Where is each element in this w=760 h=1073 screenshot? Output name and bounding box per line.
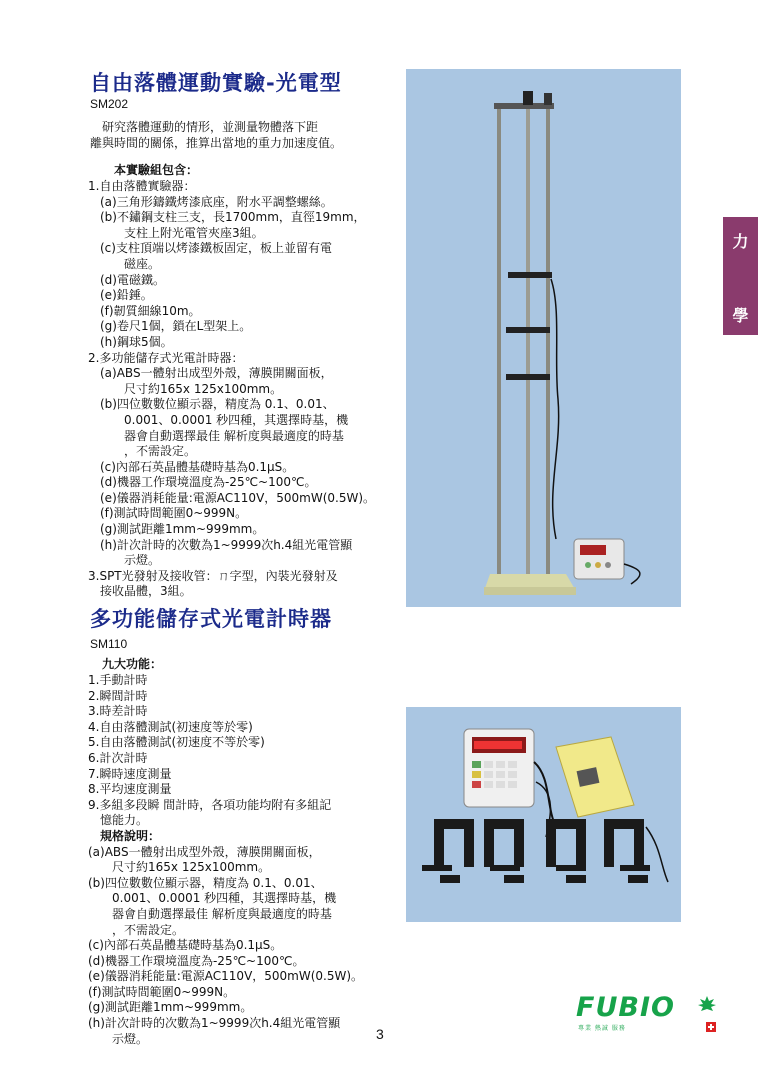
list-item: (f)測試時間範圍0~999N。: [88, 506, 248, 521]
list-item: 0.001、0.0001 秒四種，其選擇時基，機: [88, 412, 349, 427]
list-item: 尺寸約165x 125x100mm。: [88, 860, 271, 875]
list-item: 憶能力。: [88, 813, 149, 828]
functions-list: [88, 673, 363, 1047]
list-item: (b)四位數數位顯示器，精度為 0.1、0.01、: [88, 875, 323, 890]
list-item: (g)卷尺1個，鎖在L型架上。: [88, 319, 252, 334]
category-tab: [723, 217, 758, 335]
section2-title: 多功能儲存式光電計時器: [90, 607, 332, 631]
list-item: (h)計次計時的次數為1~9999次h.4組光電管顯: [88, 1016, 341, 1031]
list-item: (c)內部石英晶體基礎時基為0.1μS。: [88, 938, 283, 953]
list-item: (h)鋼球5個。: [88, 334, 173, 349]
brand-tagline: 專業 熱誠 服務: [578, 1025, 626, 1032]
list-item: 3.時差計時: [88, 704, 148, 719]
list-item: (c)內部石英晶體基礎時基為0.1μS。: [88, 459, 295, 474]
intro-line: 研究落體運動的情形，並測量物體落下距: [90, 120, 319, 134]
tab-char-2: 學: [732, 306, 749, 325]
brand-name: FUBIO: [576, 992, 675, 1023]
list-item: 4.自由落體測試(初速度等於零): [88, 719, 253, 734]
list-item: (d)電磁鐵。: [88, 272, 165, 287]
list-item: (g)測試距離1mm~999mm。: [88, 1000, 253, 1015]
list-item: (e)儀器消耗能量:電源AC110V，500mW(0.5W)。: [88, 490, 376, 505]
intro-line: 離與時間的關係，推算出當地的重力加速度值。: [90, 135, 343, 150]
tab-char-1: 力: [732, 232, 749, 251]
list-item: 器會自動選擇最佳 解析度與最適度的時基: [88, 428, 344, 443]
apparatus-illustration: [406, 69, 681, 607]
contents-heading: 本實驗組包含：: [90, 163, 199, 177]
list-item: (c)支柱頂端以烤漆鐵板固定，板上並留有電: [88, 241, 332, 256]
list-item: 磁座。: [88, 256, 161, 271]
list-item: (a)三角形鑄鐵烤漆底座，附水平調整螺絲。: [88, 194, 333, 209]
list-item: 3.SPT光發射及接收管：ㄇ字型，內裝光發射及: [88, 568, 338, 583]
list-item: 7.瞬時速度測量: [88, 766, 172, 781]
section2-model: SM110: [90, 637, 128, 651]
list-item: 2.瞬間計時: [88, 688, 148, 703]
section1-title: 自由落體運動實驗-光電型: [90, 71, 342, 95]
list-item: (e)儀器消耗能量:電源AC110V，500mW(0.5W)。: [88, 969, 364, 984]
spec-heading: 規格說明：: [88, 828, 161, 843]
section1-model: SM202: [90, 97, 129, 111]
list-item: ，不需設定。: [88, 922, 185, 937]
list-item: ，不需設定。: [88, 444, 197, 459]
functions-heading: 九大功能：: [90, 657, 163, 671]
list-item: 示燈。: [88, 553, 161, 568]
list-item: 器會自動選擇最佳 解析度與最適度的時基: [88, 906, 332, 921]
maple-leaf-icon: [698, 996, 716, 1014]
list-item: (d)機器工作環境溫度為-25℃~100℃。: [88, 475, 317, 490]
section1-intro: [90, 120, 342, 151]
list-item: (b)四位數數位顯示器，精度為 0.1、0.01、: [88, 397, 335, 412]
list-item: (g)測試距離1mm~999mm。: [88, 522, 265, 537]
list-item: 尺寸約165x 125x100mm。: [88, 381, 283, 396]
list-item: (e)鉛錘。: [88, 288, 153, 303]
section1-list: [88, 179, 375, 600]
list-item: 2.多功能儲存式光電計時器：: [88, 350, 244, 365]
list-item: 示燈。: [88, 1031, 149, 1046]
swiss-cross-icon: [706, 1022, 716, 1032]
list-item: 0.001、0.0001 秒四種，其選擇時基，機: [88, 891, 337, 906]
list-item: (h)計次計時的次數為1~9999次h.4組光電管顯: [88, 537, 353, 552]
list-item: (a)ABS一體射出成型外殼，薄膜開關面板，: [88, 366, 333, 381]
list-item: (d)機器工作環境溫度為-25℃~100℃。: [88, 953, 305, 968]
list-item: 6.計次計時: [88, 750, 148, 765]
free-fall-apparatus-photo: [406, 69, 681, 607]
list-item: 1.自由落體實驗器：: [88, 179, 196, 193]
page-number: 3: [376, 1026, 384, 1042]
list-item: 支柱上附光電管夾座3組。: [88, 225, 264, 240]
list-item: 9.多組多段瞬 間計時，各項功能均附有多組記: [88, 797, 332, 812]
list-item: 1.手動計時: [88, 673, 148, 687]
timer-illustration: [406, 707, 681, 922]
timer-photogates-photo: [406, 707, 681, 922]
brand-logo: [576, 992, 726, 1032]
list-item: (f)測試時間範圍0~999N。: [88, 984, 236, 999]
list-item: (f)韌質細線10m。: [88, 303, 201, 318]
list-item: (a)ABS一體射出成型外殼，薄膜開關面板，: [88, 844, 321, 859]
list-item: 8.平均速度測量: [88, 782, 172, 797]
list-item: 5.自由落體測試(初速度不等於零): [88, 735, 265, 750]
list-item: (b)不鏽鋼支柱三支，長1700mm，直徑19mm，: [88, 210, 366, 225]
list-item: 接收晶體，3組。: [88, 584, 192, 599]
